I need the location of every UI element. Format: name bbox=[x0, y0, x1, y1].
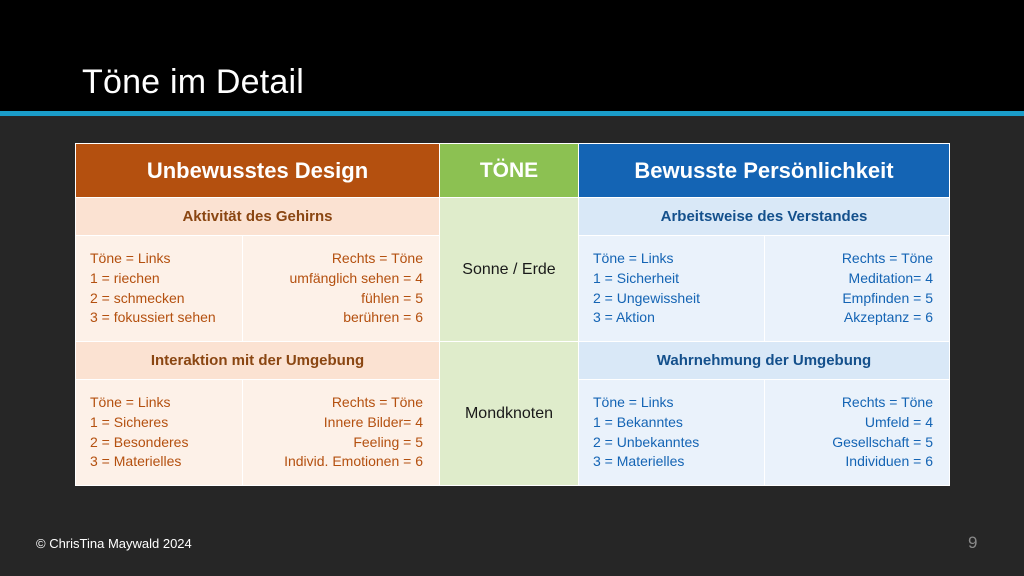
list-item: Umfeld = 4 bbox=[864, 413, 933, 430]
list-item: 2 = Ungewissheit bbox=[593, 289, 701, 306]
list-item: Innere Bilder= 4 bbox=[323, 413, 423, 430]
lines-left-2-col1 bbox=[76, 383, 242, 483]
lines-right-2-col1 bbox=[579, 383, 764, 483]
list-item: 3 = Aktion bbox=[593, 309, 655, 326]
list-item: Akzeptanz = 6 bbox=[843, 309, 933, 326]
cell-right-1-col1 bbox=[579, 236, 765, 342]
cell-right-1-col2 bbox=[765, 236, 950, 342]
table-header-row bbox=[76, 144, 950, 198]
list-item: 2 = Unbekanntes bbox=[593, 433, 700, 450]
accent-rule bbox=[0, 111, 1024, 116]
lines-right-1-col2 bbox=[765, 239, 949, 339]
middle-label-1: Sonne / Erde bbox=[440, 198, 579, 342]
list-item: 3 = fokussiert sehen bbox=[90, 309, 216, 326]
cell-left-1-col2 bbox=[243, 236, 440, 342]
page-number: 9 bbox=[968, 533, 978, 552]
cell-left-2-col2 bbox=[243, 380, 440, 486]
lines-right-2-col2 bbox=[765, 383, 949, 483]
list-item: Töne = Links bbox=[593, 393, 674, 410]
list-item: 1 = Sicherheit bbox=[593, 269, 679, 286]
list-item: Empfinden = 5 bbox=[842, 289, 933, 306]
subheader-right-2: Wahrnehmung der Umgebung bbox=[579, 342, 950, 380]
list-item: Töne = Links bbox=[90, 249, 171, 266]
list-item: 3 = Materielles bbox=[90, 453, 182, 470]
list-item: Rechts = Töne bbox=[331, 249, 423, 266]
lines-left-1-col2 bbox=[243, 239, 439, 339]
subheader-row-2 bbox=[76, 342, 950, 380]
list-item: umfänglich sehen = 4 bbox=[289, 269, 423, 286]
list-item: Individuen = 6 bbox=[845, 453, 933, 470]
cell-left-1-col1 bbox=[76, 236, 243, 342]
list-item: Individ. Emotionen = 6 bbox=[284, 453, 423, 470]
list-item: 2 = Besonderes bbox=[90, 433, 189, 450]
cell-right-2-col1 bbox=[579, 380, 765, 486]
middle-label-2: Mondknoten bbox=[440, 342, 579, 486]
list-item: Meditation= 4 bbox=[848, 269, 933, 286]
header-left: Unbewusstes Design bbox=[76, 144, 440, 198]
lines-left-2-col2 bbox=[243, 383, 439, 483]
list-item: 3 = Materielles bbox=[593, 453, 685, 470]
list-item: Rechts = Töne bbox=[841, 393, 933, 410]
header-right: Bewusste Persönlichkeit bbox=[579, 144, 950, 198]
page-title: Töne im Detail bbox=[82, 63, 304, 101]
content-table-wrapper bbox=[75, 143, 949, 486]
list-item: fühlen = 5 bbox=[361, 289, 423, 306]
lines-right-1-col1 bbox=[579, 239, 764, 339]
list-item: 1 = riechen bbox=[90, 269, 160, 286]
header-middle: TÖNE bbox=[440, 144, 579, 198]
list-item: Töne = Links bbox=[593, 249, 674, 266]
lines-left-1-col1 bbox=[76, 239, 242, 339]
footer-copyright: © ChrisTina Maywald 2024 bbox=[36, 536, 192, 551]
list-item: Gesellschaft = 5 bbox=[832, 433, 933, 450]
list-item: 2 = schmecken bbox=[90, 289, 185, 306]
cell-left-2-col1 bbox=[76, 380, 243, 486]
subheader-row-1 bbox=[76, 198, 950, 236]
subheader-left-1: Aktivität des Gehirns bbox=[76, 198, 440, 236]
list-item: Töne = Links bbox=[90, 393, 171, 410]
list-item: berühren = 6 bbox=[343, 309, 423, 326]
cell-right-2-col2 bbox=[765, 380, 950, 486]
list-item: 1 = Bekanntes bbox=[593, 413, 683, 430]
list-item: Feeling = 5 bbox=[353, 433, 423, 450]
list-item: Rechts = Töne bbox=[841, 249, 933, 266]
subheader-right-1: Arbeitsweise des Verstandes bbox=[579, 198, 950, 236]
subheader-left-2: Interaktion mit der Umgebung bbox=[76, 342, 440, 380]
list-item: Rechts = Töne bbox=[331, 393, 423, 410]
list-item: 1 = Sicheres bbox=[90, 413, 169, 430]
toene-table bbox=[75, 143, 950, 486]
